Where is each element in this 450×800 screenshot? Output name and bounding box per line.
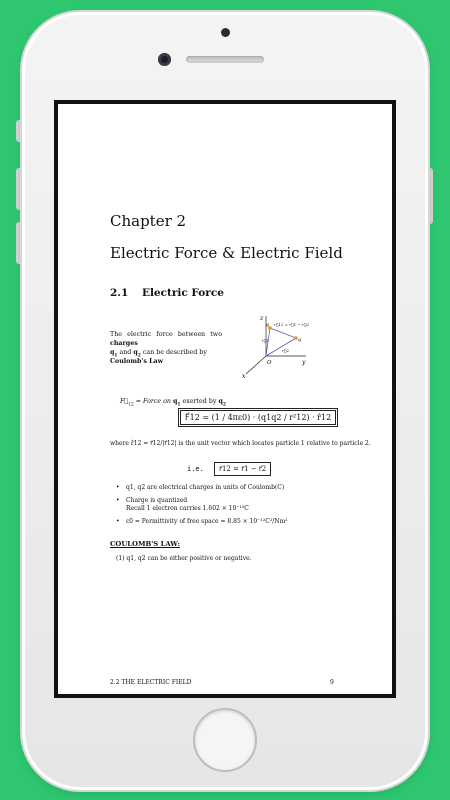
section-number: 2.1 [110,287,129,299]
front-camera-icon [158,53,171,66]
r1-label: r⃗1 [262,338,269,343]
chapter-number: Chapter 2 [110,212,187,230]
coulomb-heading: COULOMB'S LAW: [110,540,180,548]
list-item: • ε0 = Permittivity of free space = 8.85 × 10⁻¹²C²/Nm² [116,518,378,527]
document-page[interactable] [58,104,392,694]
q1-label: q [266,323,269,328]
origin-label: O [267,360,272,366]
r12-label: r⃗12 = r⃗1 − r⃗2 [274,322,309,327]
list-item: (1) q1, q2 can be either positive or negative. [116,555,252,562]
coordinate-diagram [236,312,324,382]
phone-screen [54,100,396,698]
list-item: • Charge is quantized Recall 1 electron carries 1.602 × 10⁻¹⁹C [116,497,378,514]
coulomb-equation: F⃗12 = (1 / 4πε0) · (q1q2 / r²12) · r̂12 [180,410,336,425]
section-title: Electric Force [141,287,224,299]
page-number: 9 [330,679,334,686]
page-footer-title: 2.2 THE ELECTRIC FIELD [110,679,192,686]
r2-label: r⃗2 [282,348,289,353]
earpiece-speaker [186,56,264,63]
unit-vector-definition: where r̂12 = r⃗12/|r⃗12| is the unit vector which locates particle 1 relative to particle 2. [110,440,371,447]
y-axis-label: y [302,359,306,366]
power-button[interactable] [428,168,433,224]
section-heading [110,287,224,299]
intro-paragraph: The electric force between two charges $q_1$ and $q_2$ can be described by Coulomb's Law [110,331,222,365]
list-item: • q1, q2 are electrical charges in units of Coulomb(C) [116,484,378,493]
x-axis-label: x [242,373,246,380]
home-button[interactable] [193,708,257,772]
q2-label: q [298,338,301,343]
proximity-sensor [221,28,230,37]
force-definition: $F⃗_{12}$ = Force on $q_1$ exerted by $q_2$ [120,398,226,408]
notes-list [116,484,378,530]
chapter-title: Electric Force & Electric Field [110,244,343,262]
z-axis-label: z [260,315,264,322]
separation-equation: i.e. r⃗12 = r⃗1 − r⃗2 [187,462,271,476]
